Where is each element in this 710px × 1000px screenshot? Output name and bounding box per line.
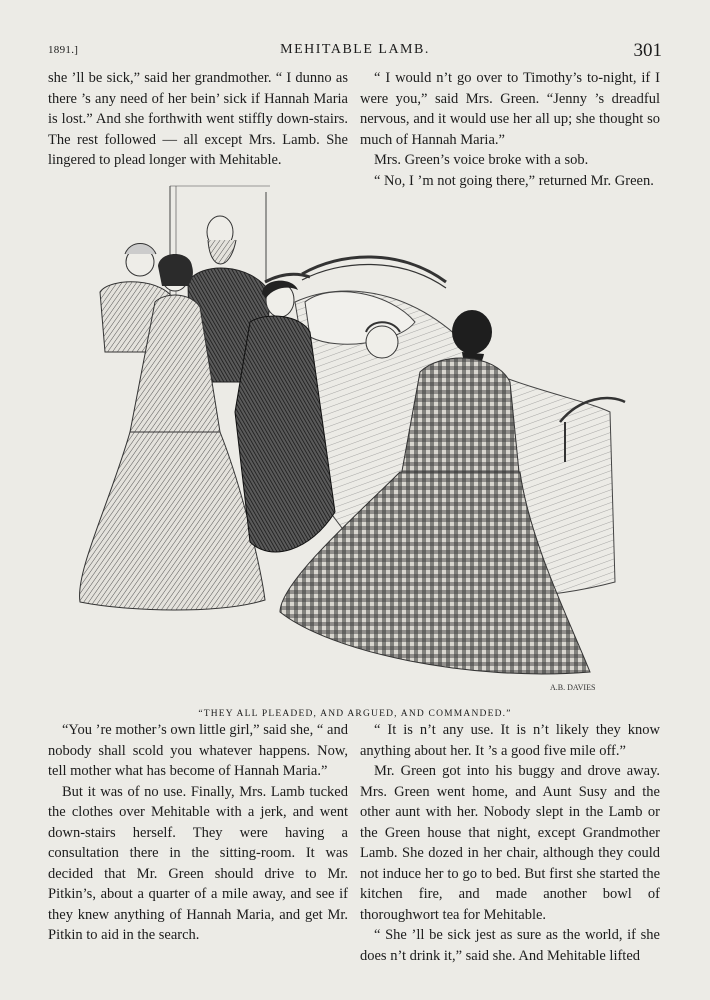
paragraph: “ No, I ’m not going there,” returned Mr. Green.: [374, 172, 654, 189]
engraving-illustration: [70, 182, 630, 692]
paragraph: Mrs. Green’s voice broke with a sob.: [374, 152, 589, 168]
paragraph: she ’ll be sick,” said her grandmother. “ I dunno as there ’s any need of her bein’ sick if Hannah Maria is lost.” And she forthwith went stiffly down-stairs. The rest followed — all except Mrs. Lamb. She lingered to plead longer with Mehitable.: [48, 70, 348, 168]
paragraph: “ I would n’t go over to Timothy’s to-night, if I were you,” said Mrs. Green. “Jenny ’s dreadful nervous, and it would use her all up; she thought so much of Hannah Maria.”: [360, 70, 660, 148]
top-left-column: [48, 68, 348, 171]
paragraph: But it was of no use. Finally, Mrs. Lamb tucked the clothes over Mehitable with a jerk, and went down-stairs herself. They were having a consultation there in the sitting-room. It was decided that Mr. Green should drive to Mr. Pitkin’s, about a quarter of a mile away, and see if they knew anything of Hannah Maria, and get Mr. Pitkin to aid in the search.: [48, 783, 348, 943]
header-title: MEHITABLE LAMB.: [280, 42, 430, 57]
top-right-column: [360, 68, 660, 191]
paragraph: “ She ’ll be sick jest as sure as the world, if she does n’t drink it,” said she. And Mehitable lifted: [360, 927, 660, 964]
paragraph: “ It is n’t any use. It is n’t likely they know anything about her. It ’s a good five mile off.”: [360, 722, 660, 759]
illustration-caption: “THEY ALL PLEADED, AND ARGUED, AND COMMANDED.”: [198, 709, 512, 719]
sickbed-scene-drawing: [70, 182, 630, 692]
artist-signature: A.B. DAVIES: [550, 683, 596, 692]
bottom-left-column: [48, 720, 348, 946]
running-header: [48, 40, 662, 64]
page-number: 301: [633, 40, 662, 61]
paragraph: “You ’re mother’s own little girl,” said she, “ and nobody shall scold you whatever happens. Now, tell mother what has become of Hannah Maria.”: [48, 722, 348, 779]
header-date: 1891.]: [48, 44, 79, 56]
bottom-right-column: [360, 720, 660, 966]
paragraph: Mr. Green got into his buggy and drove away. Mrs. Green went home, and Aunt Susy and the other aunt with her. Nobody slept in the Lamb or the Green house that night, except Grandmother Lamb. She dozed in her chair, although they could not induce her to go to bed. But first she started the kitchen fire, and made another bowl of thoroughwort tea for Mehitable.: [360, 763, 660, 923]
